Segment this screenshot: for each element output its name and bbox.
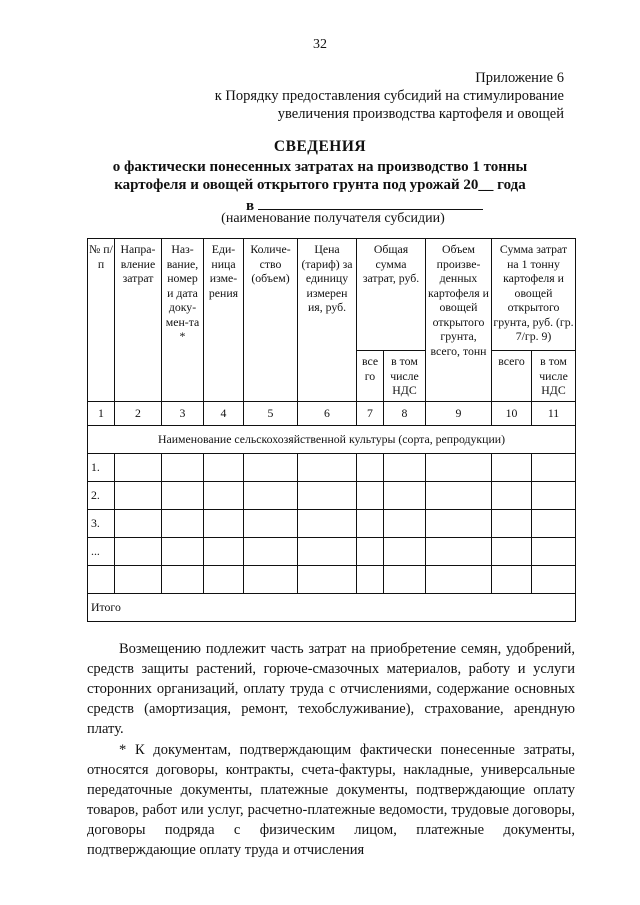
table-row: [88, 454, 576, 482]
col-number: 5: [244, 402, 298, 426]
table-cell: [384, 454, 426, 482]
table-row: [88, 566, 576, 594]
table-cell: [492, 482, 532, 510]
col-number: 8: [384, 402, 426, 426]
col-number: 4: [204, 402, 244, 426]
col-number: 7: [357, 402, 384, 426]
table-cell: [384, 482, 426, 510]
header-total-all: все го: [357, 351, 384, 402]
table-row: [88, 482, 576, 510]
crop-name-label: Наименование сельскохозяйственной культуры (сорта, репродукции): [88, 426, 576, 454]
table-cell: [162, 538, 204, 566]
row-index: 1.: [88, 454, 115, 482]
table-cell: [204, 510, 244, 538]
header-unit: Еди-ница изме-рения: [204, 239, 244, 402]
table-cell: [298, 566, 357, 594]
header-quantity: Количе-ство (объем): [244, 239, 298, 402]
table-cell: [298, 454, 357, 482]
table-row: [88, 510, 576, 538]
column-numbers-row: [88, 402, 576, 426]
table-cell: [162, 482, 204, 510]
table-cell: [115, 482, 162, 510]
heading-line-3: картофеля и овощей открытого грунта под урожай 20__ года: [114, 177, 526, 193]
appendix-line-3: увеличения производства картофеля и овощей: [277, 106, 564, 122]
row-index: 3.: [88, 510, 115, 538]
table-cell: [204, 454, 244, 482]
recipient-prefix: в: [246, 198, 255, 214]
table-cell: [492, 566, 532, 594]
table-cell: [298, 510, 357, 538]
table-row: [88, 538, 576, 566]
header-row-1: [88, 239, 576, 351]
table-cell: [492, 538, 532, 566]
table-cell: [244, 566, 298, 594]
table-cell: [204, 538, 244, 566]
table-cell: [115, 538, 162, 566]
table-cell: [492, 510, 532, 538]
table-cell: [532, 510, 576, 538]
table-cell: [532, 482, 576, 510]
header-total-cost: Общая сумма затрат, руб.: [357, 239, 426, 351]
table-cell: [357, 454, 384, 482]
recipient-caption: (наименование получателя субсидии): [221, 211, 445, 226]
col-number: 3: [162, 402, 204, 426]
table-cell: [357, 538, 384, 566]
header-direction: Напра-вление затрат: [115, 239, 162, 402]
col-number: 6: [298, 402, 357, 426]
header-perton-all: всего: [492, 351, 532, 402]
row-index: ...: [88, 538, 115, 566]
header-total-vat: в том числе НДС: [384, 351, 426, 402]
table-cell: [162, 566, 204, 594]
table-cell: [357, 566, 384, 594]
total-row: [88, 594, 576, 622]
row-index: 2.: [88, 482, 115, 510]
page-number: 32: [313, 37, 327, 52]
table-cell: [426, 566, 492, 594]
table-cell: [532, 538, 576, 566]
costs-table: [87, 238, 576, 622]
header-cost-per-ton: Сумма затрат на 1 тонну картофеля и овощей открытого грунта, руб. (гр. 7/гр. 9): [492, 239, 576, 351]
table-cell: [384, 566, 426, 594]
table-cell: [357, 482, 384, 510]
heading-line-2: о фактически понесенных затратах на производство 1 тонны: [112, 159, 528, 175]
header-volume: Объем произве-денных картофеля и овощей открытого грунта, всего, тонн: [426, 239, 492, 402]
total-label: Итого: [88, 594, 576, 622]
table-cell: [426, 482, 492, 510]
table-cell: [244, 510, 298, 538]
table-cell: [532, 566, 576, 594]
crop-name-row: [88, 426, 576, 454]
header-document: Наз-вание, номер и дата доку-мен-та *: [162, 239, 204, 402]
table-cell: [162, 454, 204, 482]
appendix-line-2: к Порядку предоставления субсидий на стимулирование: [214, 88, 564, 104]
col-number: 11: [532, 402, 576, 426]
table-cell: [244, 454, 298, 482]
appendix-reference: [215, 69, 564, 123]
table-cell: [426, 538, 492, 566]
table-cell: [426, 510, 492, 538]
table-cell: [426, 454, 492, 482]
col-number: 1: [88, 402, 115, 426]
table-cell: [384, 538, 426, 566]
header-price: Цена (тариф) за единицу измерен ия, руб.: [298, 239, 357, 402]
table-cell: [298, 538, 357, 566]
col-number: 2: [115, 402, 162, 426]
col-number: 10: [492, 402, 532, 426]
header-perton-vat: в том числе НДС: [532, 351, 576, 402]
table-cell: [298, 482, 357, 510]
table-cell: [492, 454, 532, 482]
table-cell: [115, 454, 162, 482]
table-cell: [244, 482, 298, 510]
table-cell: [204, 566, 244, 594]
table-cell: [204, 482, 244, 510]
col-number: 9: [426, 402, 492, 426]
table-cell: [115, 510, 162, 538]
recipient-blank: [258, 196, 483, 210]
document-heading: [0, 138, 640, 194]
table-cell: [357, 510, 384, 538]
table-cell: [115, 566, 162, 594]
appendix-line-1: Приложение 6: [475, 70, 564, 86]
reimbursement-paragraph: Возмещению подлежит часть затрат на приобретение семян, удобрений, средств защиты растений, горюче-смазочных материалов, работу и услуги сторонних организаций, оплату труда с отчислениями, содержание основных средств (амортизация, ремонт, техобслуживание), страхование, арендную плату.: [87, 641, 575, 737]
footnote-paragraph: * К документам, подтверждающим фактически понесенные затраты, относятся договоры, контракты, счета-фактуры, накладные, универсальные передаточные документы, платежные документы, подтверждающие оплату товаров, работ или услуг, расчетно-платежные ведомости, трудовые договоры, договоры подряда с физическим лицом, платежные документы, подтверждающие оплату труда и отчисления: [87, 742, 575, 858]
document-title: СВЕДЕНИЯ: [273, 138, 367, 155]
row-index: [88, 566, 115, 594]
table-cell: [532, 454, 576, 482]
header-num: № п/п: [88, 239, 115, 402]
table-cell: [162, 510, 204, 538]
table-cell: [384, 510, 426, 538]
table-cell: [244, 538, 298, 566]
